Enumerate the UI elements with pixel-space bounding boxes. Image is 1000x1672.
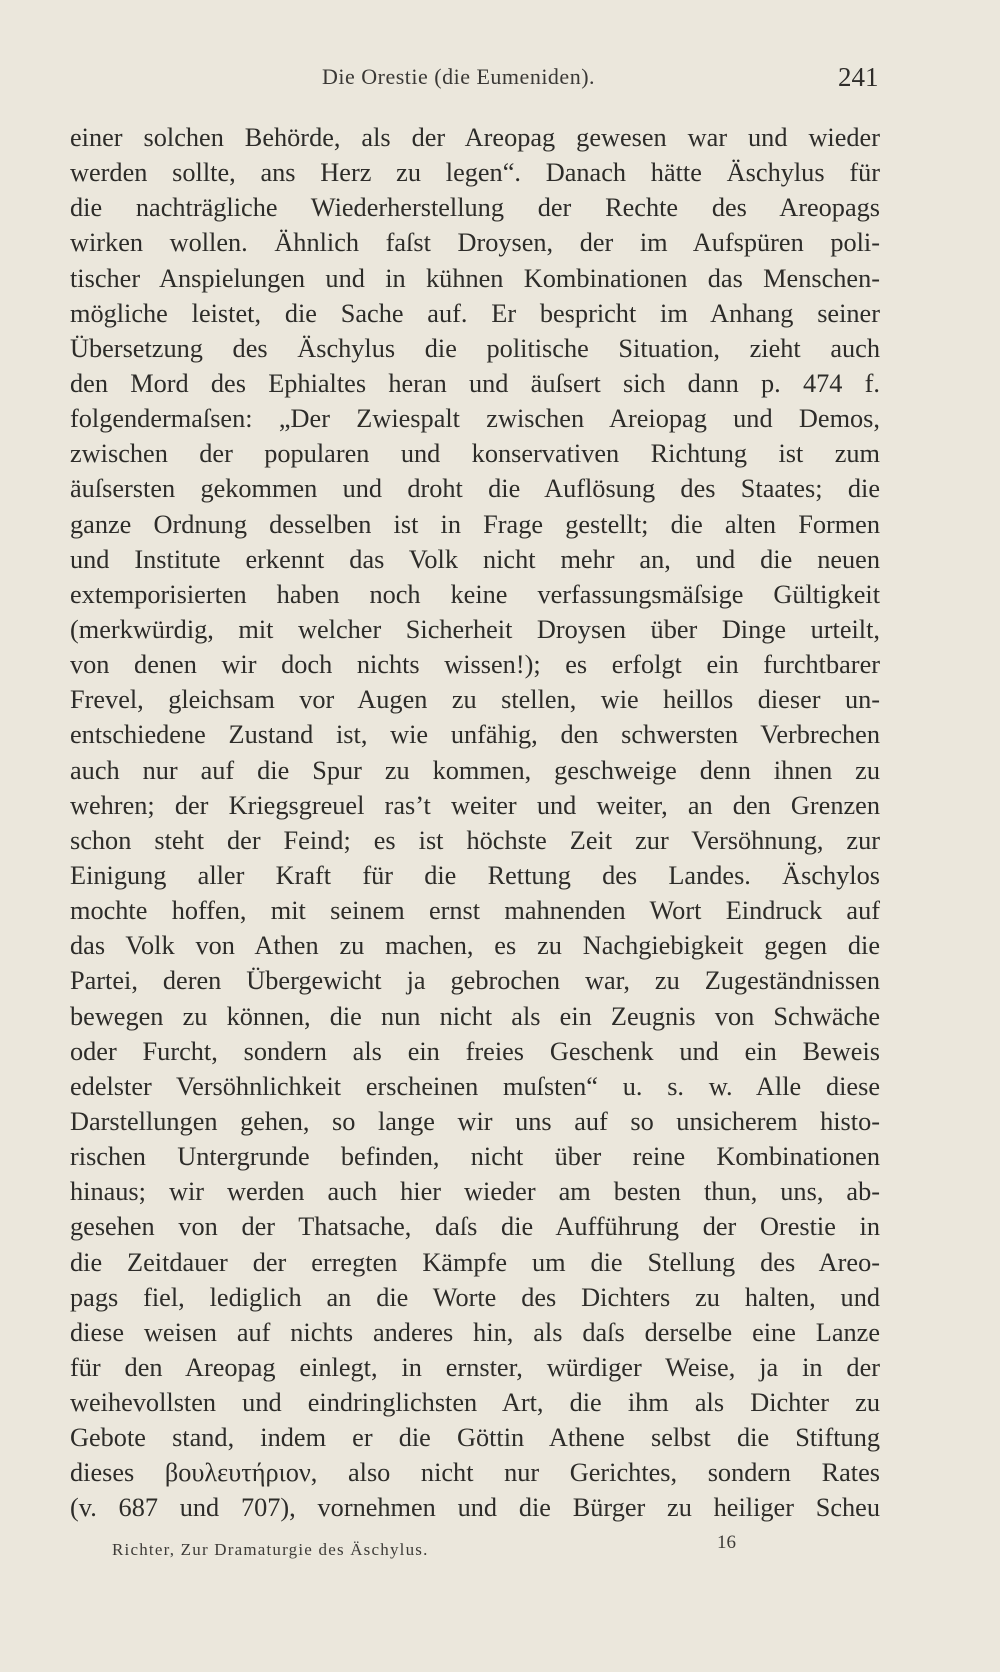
text-line: zwischen der popularen und konservativen Richtung ist zum (70, 439, 880, 469)
text-line: extemporisierten haben noch keine verfassungsmäſsige Gültigkeit (70, 579, 880, 609)
text-line: die Zeitdauer der erregten Kämpfe um die Stellung des Areo- (70, 1247, 880, 1277)
text-line: auch nur auf die Spur zu kommen, geschweige denn ihnen zu (70, 755, 880, 785)
text-line: pags fiel, lediglich an die Worte des Dichters zu halten, und (70, 1282, 880, 1312)
text-line: einer solchen Behörde, als der Areopag gewesen war und wieder (70, 123, 880, 152)
book-reference: Richter, Zur Dramaturgie des Äschylus. (112, 1540, 429, 1559)
text-line: oder Furcht, sondern als ein freies Geschenk und ein Beweis (70, 1036, 880, 1066)
text-line: folgendermaſsen: „Der Zwiespalt zwischen Areiopag und Demos, (70, 404, 880, 434)
text-line: (v. 687 und 707), vornehmen und die Bürger zu heiliger Scheu (70, 1493, 880, 1523)
text-line: Darstellungen gehen, so lange wir uns auf so unsicherem histo- (70, 1106, 880, 1136)
text-line: wehren; der Kriegsgreuel ras’t weiter und weiter, an den Grenzen (70, 790, 880, 820)
body-text (70, 120, 880, 1526)
text-line: Einigung aller Kraft für die Rettung des Landes. Äschylos (70, 860, 880, 890)
text-line: gesehen von der Thatsache, daſs die Aufführung der Orestie in (70, 1212, 880, 1242)
page-header (0, 62, 1000, 102)
text-line: dieses βουλευτήριον, also nicht nur Gerichtes, sondern Rates (70, 1458, 880, 1488)
text-line: von denen wir doch nichts wissen!); es erfolgt ein furchtbarer (70, 650, 880, 680)
text-line: das Volk von Athen zu machen, es zu Nachgiebigkeit gegen die (70, 931, 880, 961)
text-line: werden sollte, ans Herz zu legen“. Danach hätte Äschylus für (70, 158, 880, 188)
text-line: die nachträgliche Wiederherstellung der Rechte des Areopags (70, 193, 880, 223)
text-line: Gebote stand, indem er die Göttin Athene selbst die Stiftung (70, 1423, 880, 1453)
text-line: äuſsersten gekommen und droht die Auflösung des Staates; die (70, 474, 880, 504)
text-line: den Mord des Ephialtes heran und äuſsert sich dann p. 474 f. (70, 368, 880, 398)
text-line: ganze Ordnung desselben ist in Frage gestellt; die alten Formen (70, 509, 880, 539)
text-line: wirken wollen. Ähnlich faſst Droysen, der im Aufspüren poli- (70, 228, 880, 258)
text-line: bewegen zu können, die nun nicht als ein Zeugnis von Schwäche (70, 1001, 880, 1031)
text-line: schon steht der Feind; es ist höchste Zeit zur Versöhnung, zur (70, 825, 880, 855)
text-line: weihevollsten und eindringlichsten Art, die ihm als Dichter zu (70, 1388, 880, 1418)
text-line: Partei, deren Übergewicht ja gebrochen war, zu Zugeständnissen (70, 966, 880, 996)
signature-mark: 16 (717, 1532, 736, 1553)
text-line: (merkwürdig, mit welcher Sicherheit Droysen über Dinge urteilt, (70, 614, 880, 644)
text-line: und Institute erkennt das Volk nicht mehr an, und die neuen (70, 544, 880, 574)
text-line: für den Areopag einlegt, in ernster, würdiger Weise, ja in der (70, 1352, 880, 1382)
text-line: edelster Versöhnlichkeit erscheinen muſsten“ u. s. w. Alle diese (70, 1071, 880, 1101)
text-line: rischen Untergrunde befinden, nicht über reine Kombinationen (70, 1142, 880, 1172)
text-line: entschiedene Zustand ist, wie unfähig, den schwersten Verbrechen (70, 720, 880, 750)
text-line: diese weisen auf nichts anderes hin, als daſs derselbe eine Lanze (70, 1317, 880, 1347)
text-line: mochte hoffen, mit seinem ernst mahnenden Wort Eindruck auf (70, 896, 880, 926)
text-line: tischer Anspielungen und in kühnen Kombinationen das Menschen- (70, 263, 880, 293)
text-line: Übersetzung des Äschylus die politische Situation, zieht auch (70, 333, 880, 363)
running-title: Die Orestie (die Eumeniden). (322, 64, 596, 89)
text-line: Frevel, gleichsam vor Augen zu stellen, wie heillos dieser un- (70, 685, 880, 715)
page-number: 241 (838, 62, 879, 92)
text-line: hinaus; wir werden auch hier wieder am besten thun, uns, ab- (70, 1177, 880, 1207)
page-footer (0, 1532, 1000, 1572)
text-line: mögliche leistet, die Sache auf. Er bespricht im Anhang seiner (70, 298, 880, 328)
